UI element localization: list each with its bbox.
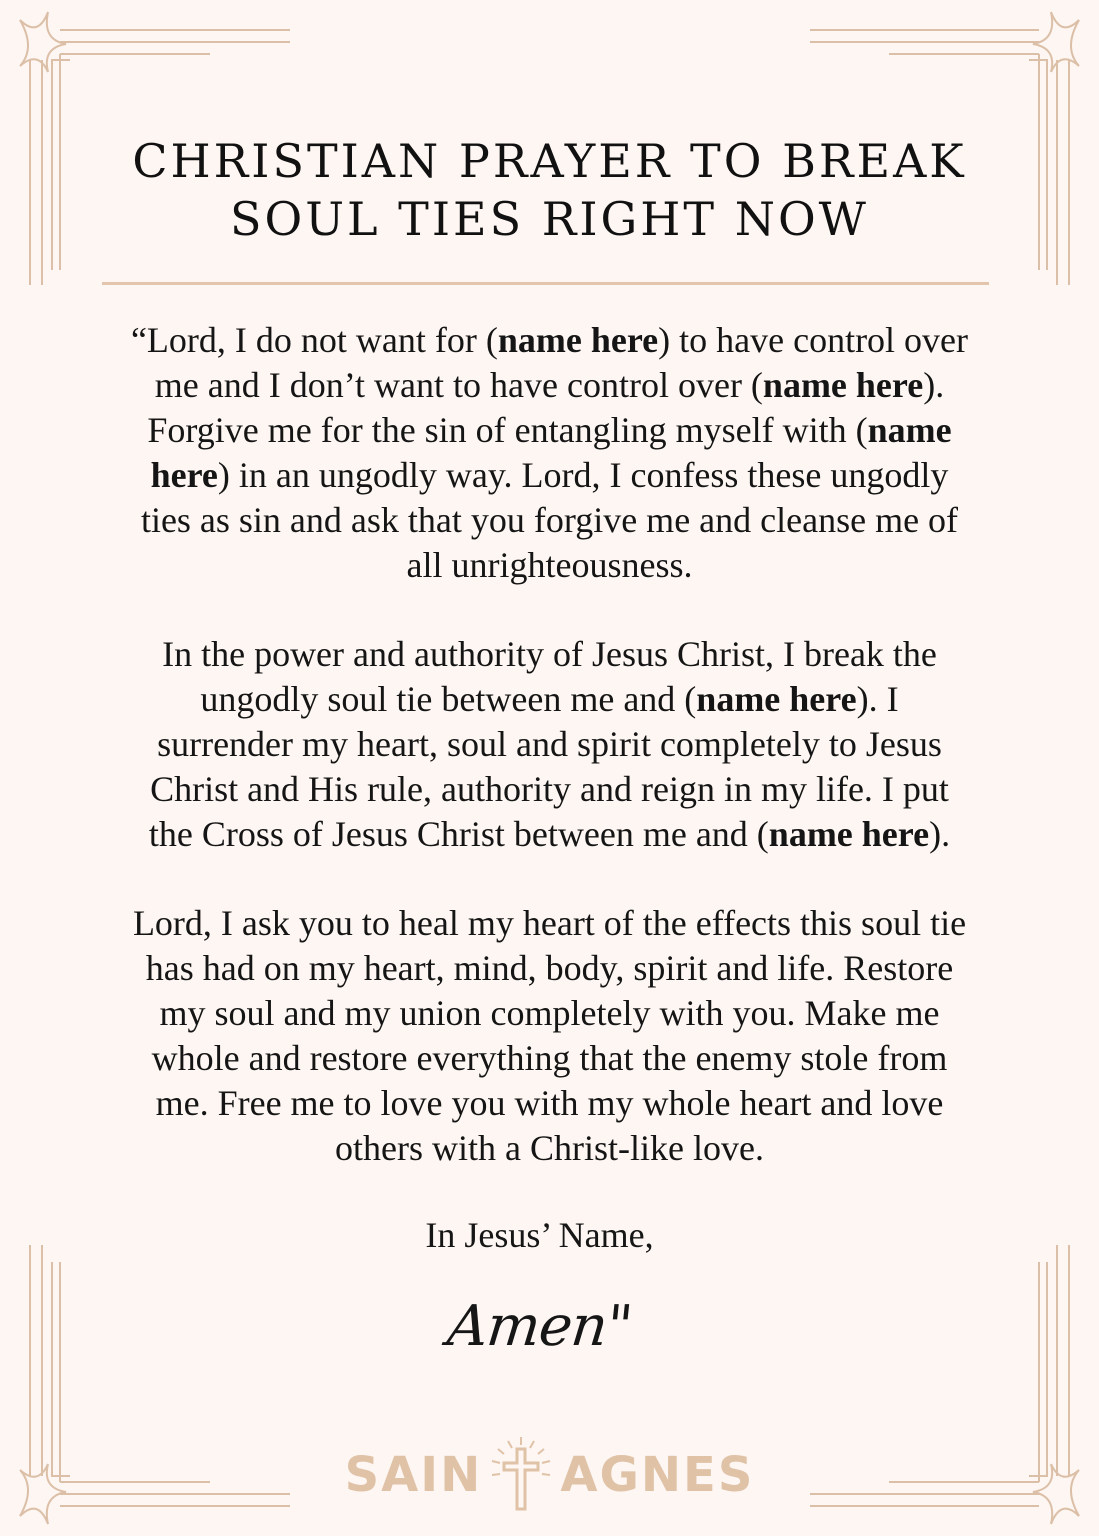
- prayer-line: [95, 722, 1004, 767]
- logo-text-right: AGNES: [560, 1447, 755, 1503]
- prayer-line: [95, 1081, 1004, 1126]
- title-divider: [102, 282, 989, 285]
- prayer-text: ties as sin and ask that you forgive me and cleanse me of: [140, 500, 959, 540]
- prayer-line: [95, 363, 1004, 408]
- prayer-paragraph-2: [95, 632, 1004, 857]
- prayer-line: [95, 812, 1004, 857]
- name-placeholder: name here: [768, 814, 930, 854]
- amen-signature: Amen": [444, 1294, 635, 1359]
- prayer-line: [95, 677, 1004, 722]
- prayer-text: ).: [923, 365, 945, 405]
- prayer-text: whole and restore everything that the enemy stole from: [151, 1038, 948, 1078]
- prayer-paragraph-3: [95, 901, 1004, 1171]
- logo-text-left: SAIN: [344, 1447, 483, 1503]
- prayer-line: [95, 543, 1004, 588]
- prayer-text: my soul and my union completely with you. Make me: [159, 993, 940, 1033]
- prayer-line: [95, 632, 1004, 677]
- name-placeholder: name here: [696, 679, 857, 719]
- prayer-text: me. Free me to love you with my whole heart and love: [155, 1083, 944, 1123]
- prayer-line: [95, 767, 1004, 812]
- prayer-text: others with a Christ-like love.: [335, 1128, 764, 1168]
- prayer-text: the Cross of Jesus Christ between me and (: [148, 814, 769, 854]
- prayer-line: [95, 498, 1004, 543]
- prayer-line: [95, 991, 1004, 1036]
- prayer-text: ungodly soul tie between me and (: [200, 679, 697, 719]
- prayer-text: all unrighteousness.: [406, 545, 693, 585]
- prayer-text: surrender my heart, soul and spirit completely to Jesus: [157, 724, 942, 764]
- name-placeholder: name: [867, 410, 952, 450]
- prayer-line: [95, 1126, 1004, 1171]
- prayer-paragraph-1: [95, 318, 1004, 588]
- name-placeholder: here: [150, 455, 218, 495]
- title-line-2: SOUL TIES RIGHT NOW: [230, 192, 869, 246]
- prayer-body: [95, 318, 1004, 1215]
- prayer-text: Christ and His rule, authority and reign in my life. I put: [150, 769, 949, 809]
- saint-agnes-logo: [0, 1435, 1099, 1515]
- name-placeholder: name here: [497, 320, 659, 360]
- prayer-line: [95, 946, 1004, 991]
- prayer-text: Lord, I ask you to heal my heart of the effects this soul tie: [132, 903, 967, 943]
- prayer-line: [95, 453, 1004, 498]
- prayer-line: [95, 408, 1004, 453]
- title-line-1: CHRISTIAN PRAYER TO BREAK: [132, 134, 967, 188]
- name-placeholder: name here: [762, 365, 924, 405]
- page-title: [100, 132, 999, 248]
- prayer-line: [95, 1036, 1004, 1081]
- prayer-line: [95, 901, 1004, 946]
- prayer-text: Forgive me for the sin of entangling myself with (: [147, 410, 868, 450]
- prayer-text: ).: [929, 814, 951, 854]
- prayer-text: ). I: [856, 679, 899, 719]
- cross-sunburst-icon: [486, 1435, 556, 1515]
- prayer-text: In the power and authority of Jesus Christ, I break the: [162, 634, 937, 674]
- prayer-text: ) in an ungodly way. Lord, I confess these ungodly: [217, 455, 949, 495]
- closing-line: In Jesus’ Name,: [425, 1215, 654, 1255]
- prayer-line: [95, 318, 1004, 363]
- prayer-text: has had on my heart, mind, body, spirit and life. Restore: [145, 948, 954, 988]
- prayer-text: me and I don’t want to have control over (: [154, 365, 763, 405]
- prayer-text: “Lord, I do not want for (: [130, 320, 498, 360]
- prayer-text: ) to have control over: [658, 320, 969, 360]
